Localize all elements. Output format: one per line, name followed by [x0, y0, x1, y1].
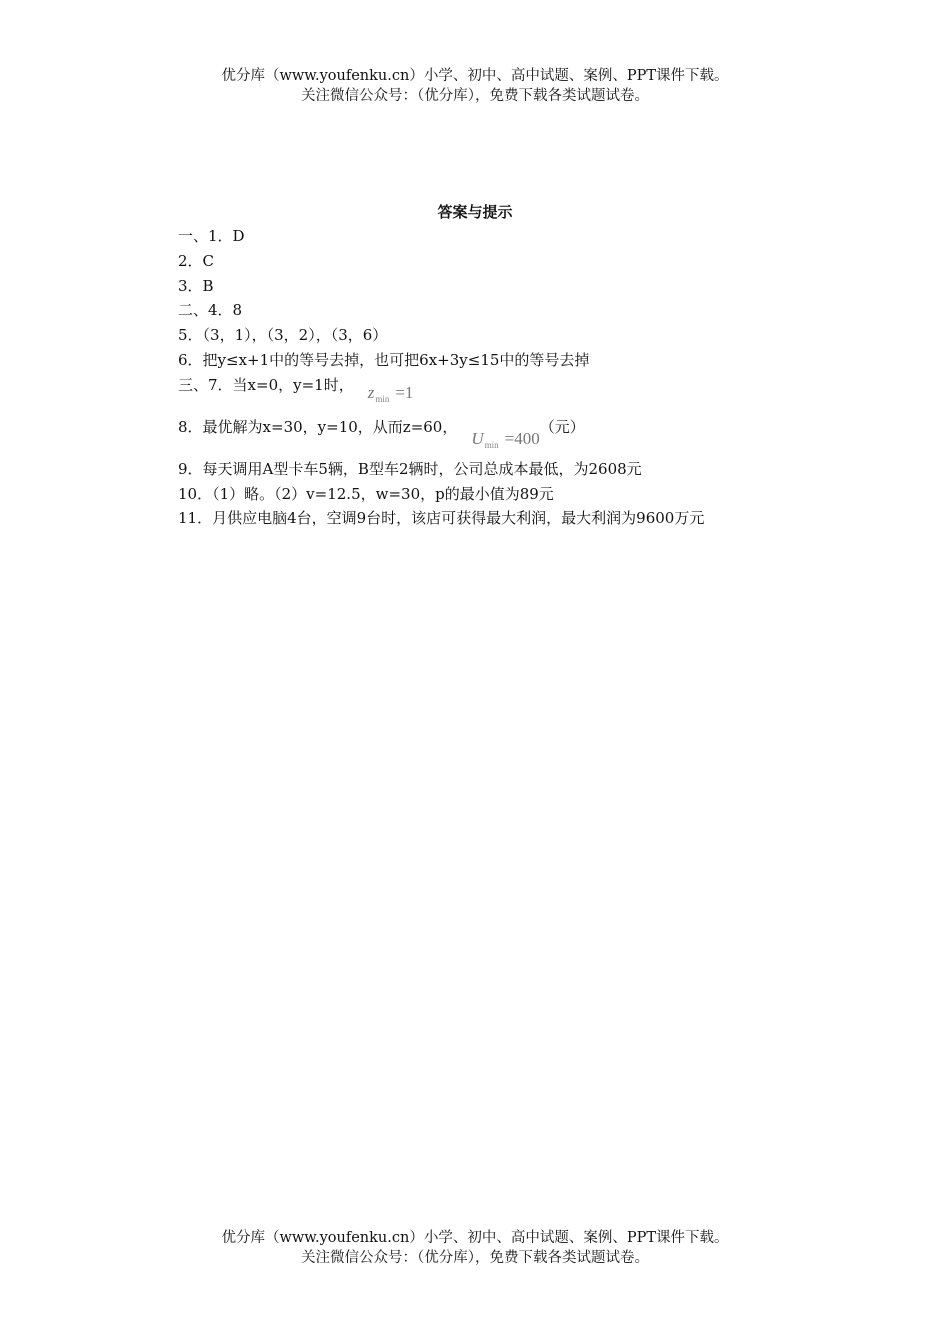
formula-variable: z — [367, 382, 375, 402]
answer-6: 6．把y≤x+1中的等号去掉，也可把6x+3y≤15中的等号去掉 — [178, 350, 590, 369]
answer-8-unit: （元） — [539, 417, 585, 436]
answer-8-text: 8．最优解为x=30，y=10，从而z=60， — [178, 417, 458, 436]
formula-subscript: min — [375, 393, 390, 404]
answer-11: 11．月供应电脑4台，空调9台时，该店可获得最大利润，最大利润为9600万元 — [178, 509, 705, 528]
answer-3: 3．B — [178, 276, 214, 295]
answer-list — [178, 226, 878, 533]
answer-7 — [178, 375, 878, 417]
answer-10: 10．（1）略。（2）v=12.5，w=30，p的最小值为89元 — [178, 484, 554, 503]
answer-5: 5．（3，1），（3，2），（3，6） — [178, 326, 388, 345]
footer-line-2: 关注微信公众号：（优分库），免费下载各类试题试卷。 — [301, 1250, 649, 1266]
u-min-formula — [471, 429, 539, 455]
formula-value: =400 — [504, 428, 540, 448]
formula-variable: U — [471, 428, 484, 448]
header-line-2: 关注微信公众号：（优分库），免费下载各类试题试卷。 — [301, 88, 649, 104]
header-line-1: 优分库（www.youfenku.cn）小学、初中、高中试题、案例、PPT课件下载。 — [221, 68, 729, 84]
answer-7-text: 三、7．当x=0，y=1时， — [178, 375, 354, 394]
answer-4: 二、4．8 — [178, 301, 243, 320]
answer-8 — [178, 417, 878, 459]
page-header — [0, 66, 950, 106]
answer-2: 2．C — [178, 251, 215, 270]
z-min-formula — [368, 383, 414, 409]
formula-value: =1 — [395, 382, 414, 402]
answer-1: 一、1．D — [178, 227, 245, 245]
page-title: 答案与提示 — [437, 203, 513, 221]
formula-subscript: min — [484, 439, 499, 450]
answer-9: 9．每天调用A型卡车5辆，B型车2辆时，公司总成本最低，为2608元 — [178, 459, 642, 478]
page-footer — [0, 1228, 950, 1268]
footer-line-1: 优分库（www.youfenku.cn）小学、初中、高中试题、案例、PPT课件下载。 — [221, 1230, 729, 1246]
